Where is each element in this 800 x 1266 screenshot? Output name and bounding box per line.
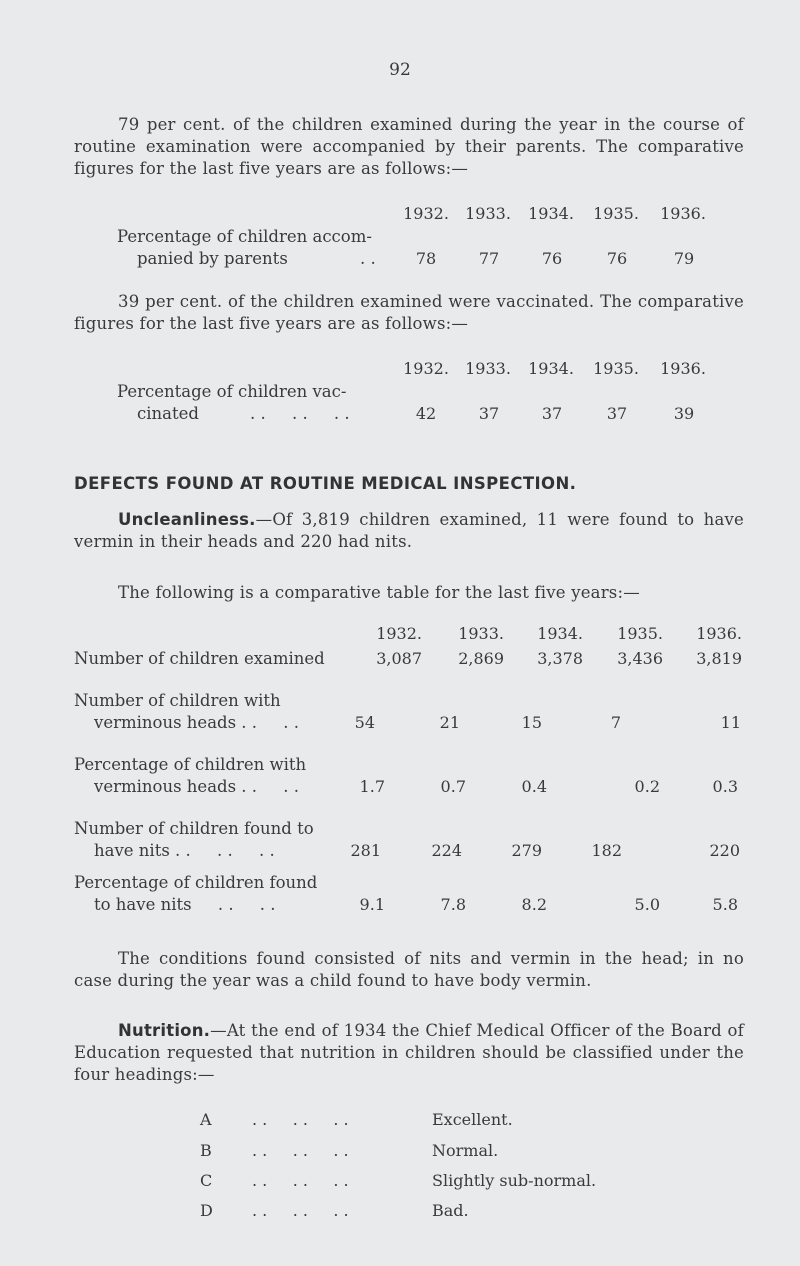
year-header: 1936.: [696, 624, 742, 643]
table-cell: 0.7: [440, 777, 466, 796]
year-header: 1933.: [465, 359, 511, 378]
table-cell: 3,436: [617, 649, 663, 668]
table-cell: 0.4: [521, 777, 547, 796]
year-header: 1933.: [465, 204, 511, 223]
heading-letter: D: [200, 1201, 213, 1220]
subheading-uncleanliness: Uncleanliness.: [118, 510, 256, 529]
table-cell: 76: [541, 249, 563, 268]
table-cell: 7: [610, 713, 621, 732]
table-cell: 1.7: [359, 777, 385, 796]
uncleanliness-text: —Of 3,819 children examined, 11 were found to have vermin in their heads and 220 had nits.: [74, 510, 744, 551]
table-cell: 8.2: [521, 895, 547, 914]
paragraph-parents: 79 per cent. of the children examined during the year in the course of routine examination were accompanied by their parents. The comparative figures for the last five years are as follows:—: [74, 115, 744, 178]
table-cell: 15: [521, 713, 542, 732]
row-label: cinated: [137, 404, 199, 423]
leader-dots: . . . . . .: [252, 1201, 349, 1220]
heading-letter: B: [200, 1141, 212, 1160]
heading-letter: C: [200, 1171, 213, 1190]
row-label: Percentage of children accom-: [117, 227, 372, 246]
table-cell: 5.0: [634, 895, 660, 914]
table-cell: 0.2: [634, 777, 660, 796]
heading-description: Normal.: [432, 1141, 499, 1160]
leader-dots: . . . . . .: [252, 1141, 349, 1160]
table-cell: 21: [439, 713, 460, 732]
table-cell: 76: [606, 249, 628, 268]
table-cell: 78: [415, 249, 437, 268]
leader-dots: . . . . . .: [252, 1110, 349, 1129]
page-number: 92: [389, 60, 411, 80]
section-heading: DEFECTS FOUND AT ROUTINE MEDICAL INSPECTION.: [74, 474, 577, 493]
year-header: 1935.: [593, 204, 639, 223]
table-cell: 79: [673, 249, 695, 268]
table-cell: 3,819: [696, 649, 742, 668]
leader-dots: . .: [360, 249, 376, 268]
heading-description: Excellent.: [432, 1110, 513, 1129]
paragraph-vaccinated: 39 per cent. of the children examined were vaccinated. The comparative figures for the last five years are as follows:—: [74, 292, 744, 333]
table-cell: 3,378: [537, 649, 583, 668]
year-header: 1936.: [660, 359, 706, 378]
paragraph-comparative: The following is a comparative table for the last five years:—: [118, 583, 640, 602]
table-cell: 9.1: [359, 895, 385, 914]
year-header: 1936.: [660, 204, 706, 223]
row-label: verminous heads . . . .: [94, 713, 299, 732]
table-cell: 281: [350, 841, 381, 860]
year-header: 1935.: [617, 624, 663, 643]
table-cell: 2,869: [458, 649, 504, 668]
row-label: Number of children examined: [74, 649, 325, 668]
row-label: Number of children found to: [74, 819, 314, 838]
year-header: 1933.: [458, 624, 504, 643]
row-label: Percentage of children found: [74, 873, 318, 892]
row-label: to have nits . . . .: [94, 895, 276, 914]
year-header: 1935.: [593, 359, 639, 378]
paragraph-conditions: The conditions found consisted of nits and vermin in the head; in no case during the year was a child found to have body vermin.: [74, 949, 744, 990]
year-header: 1934.: [528, 204, 574, 223]
heading-description: Bad.: [432, 1201, 469, 1220]
table-cell: 37: [478, 404, 500, 423]
paragraph-uncleanliness: [74, 509, 744, 553]
leader-dots: . . . . . .: [250, 404, 350, 423]
row-label: Percentage of children vac-: [117, 382, 347, 401]
table-cell: 7.8: [440, 895, 466, 914]
heading-letter: A: [200, 1110, 212, 1129]
table-cell: 54: [354, 713, 375, 732]
heading-description: Slightly sub-normal.: [432, 1171, 597, 1190]
table-cell: 0.3: [712, 777, 738, 796]
year-header: 1932.: [376, 624, 422, 643]
year-header: 1932.: [403, 204, 449, 223]
table-cell: 3,087: [376, 649, 422, 668]
year-header: 1934.: [537, 624, 583, 643]
table-cell: 220: [709, 841, 740, 860]
row-label: Number of children with: [74, 691, 281, 710]
year-header: 1932.: [403, 359, 449, 378]
row-label: verminous heads . . . .: [94, 777, 299, 796]
row-label: have nits . . . . . .: [94, 841, 275, 860]
table-cell: 39: [673, 404, 695, 423]
subheading-nutrition: Nutrition.: [118, 1021, 211, 1040]
nutrition-text: —At the end of 1934 the Chief Medical Officer of the Board of Education requested that nutrition in children should be classified under the four headings:—: [74, 1021, 744, 1084]
paragraph-nutrition: [74, 1020, 744, 1086]
table-cell: 77: [478, 249, 500, 268]
row-label: panied by parents: [137, 249, 288, 268]
leader-dots: . . . . . .: [252, 1171, 349, 1190]
table-cell: 5.8: [712, 895, 738, 914]
year-header: 1934.: [528, 359, 574, 378]
table-cell: 279: [511, 841, 542, 860]
table-cell: 37: [541, 404, 563, 423]
row-label: Percentage of children with: [74, 755, 307, 774]
table-cell: 11: [720, 713, 741, 732]
table-cell: 182: [591, 841, 622, 860]
table-cell: 42: [415, 404, 437, 423]
table-cell: 224: [431, 841, 462, 860]
table-cell: 37: [606, 404, 628, 423]
